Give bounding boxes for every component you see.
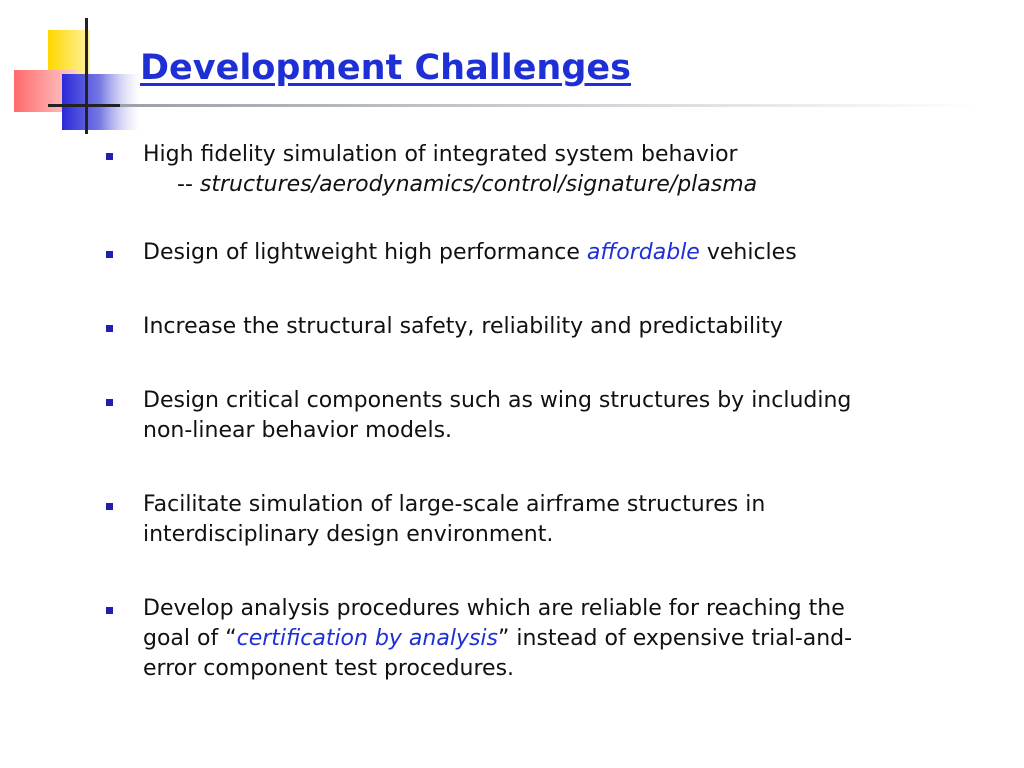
bullet-square-icon	[106, 325, 113, 332]
corner-decoration	[0, 0, 140, 140]
bullet-line-2: interdisciplinary design environment.	[143, 522, 554, 547]
emphasis-text: certification by analysis	[236, 626, 498, 651]
bullet-line-1: Develop analysis procedures which are reliable for reaching the	[143, 596, 845, 621]
bullet-line-1: Design critical components such as wing structures by including	[143, 388, 852, 413]
bullet-item	[100, 490, 980, 550]
bullet-square-icon	[106, 153, 113, 160]
bullet-item	[100, 238, 980, 268]
bullet-subline	[143, 170, 980, 200]
text-before: goal of “	[143, 626, 237, 651]
bullet-square-icon	[106, 503, 113, 510]
bullet-item	[100, 140, 980, 200]
bullet-list	[100, 140, 980, 684]
bullet-text: Increase the structural safety, reliability and predictability	[143, 314, 783, 339]
bullet-line-2	[143, 624, 980, 654]
white-fade	[100, 70, 140, 134]
bullet-square-icon	[106, 251, 113, 258]
emphasis-text: affordable	[586, 240, 700, 265]
bullet-line-1: Facilitate simulation of large-scale airframe structures in	[143, 492, 766, 517]
text-before: Design of lightweight high performance	[143, 240, 587, 265]
sub-italic-text: structures/aerodynamics/control/signature/plasma	[199, 172, 758, 197]
text-after: vehicles	[699, 240, 797, 265]
text-after: ” instead of expensive trial-and-	[498, 626, 853, 651]
bullet-text	[143, 238, 980, 268]
sub-prefix: --	[177, 172, 200, 197]
bullet-item	[100, 312, 980, 342]
bullet-line-2: non-linear behavior models.	[143, 418, 453, 443]
bullet-item	[100, 386, 980, 446]
bullet-square-icon	[106, 607, 113, 614]
bullet-text: High fidelity simulation of integrated system behavior	[143, 142, 738, 167]
title-underline-rule	[120, 104, 980, 107]
horizontal-line	[48, 104, 128, 107]
vertical-line	[85, 18, 88, 134]
bullet-item	[100, 594, 980, 684]
bullet-square-icon	[106, 399, 113, 406]
bullet-line-3: error component test procedures.	[143, 656, 515, 681]
slide-title: Development Challenges	[140, 48, 631, 88]
yellow-square	[48, 30, 90, 76]
